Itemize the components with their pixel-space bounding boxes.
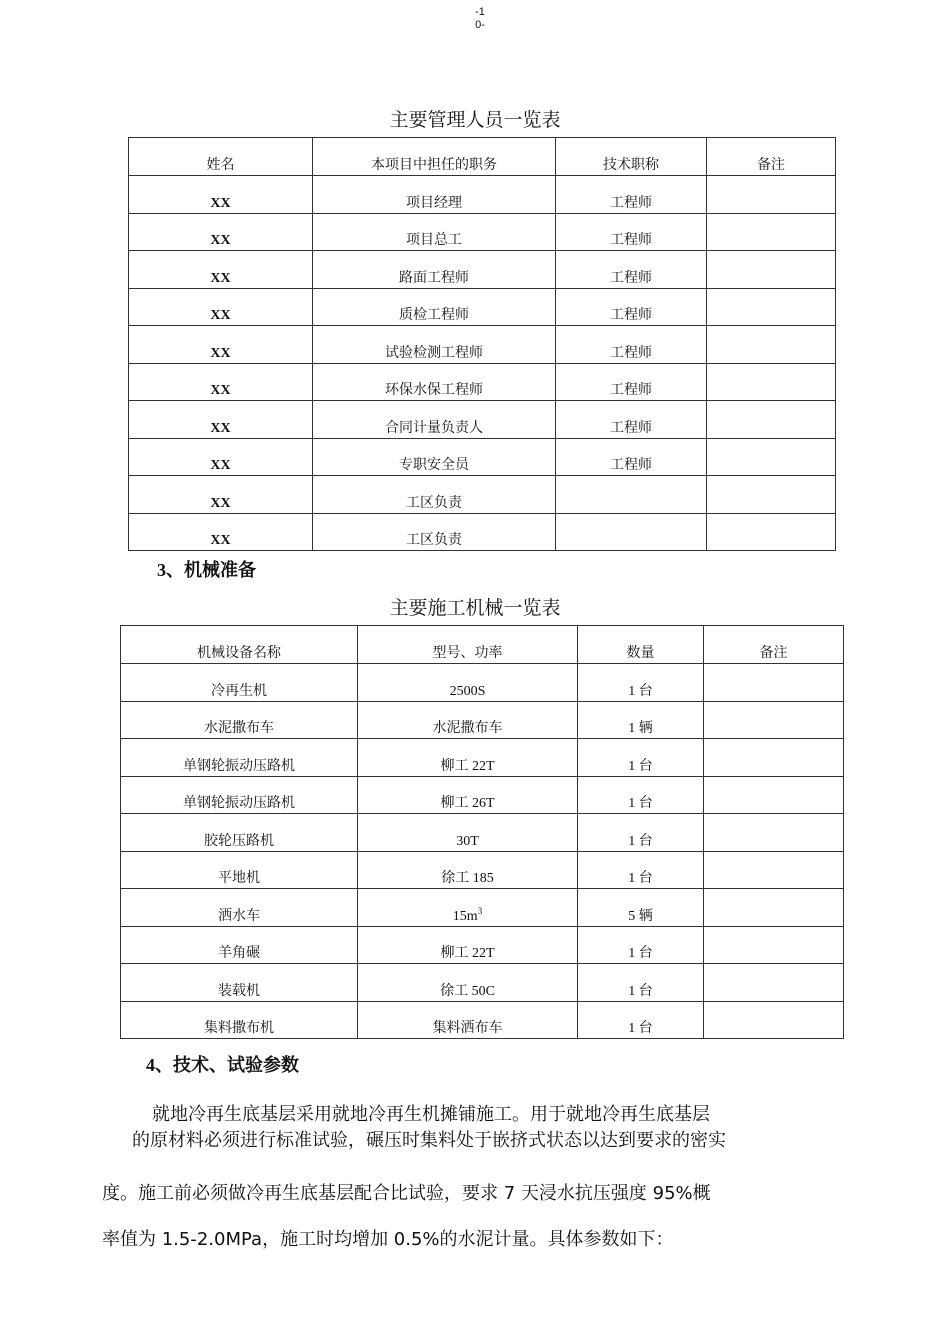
- paragraph-line-1: 就地冷再生底基层采用就地冷再生机摊铺施工。用于就地冷再生底基层: [152, 1104, 710, 1125]
- header-cell: [129, 138, 313, 176]
- cell-text: 1 台: [628, 796, 653, 811]
- table-cell: [358, 739, 578, 777]
- table-cell: [556, 288, 707, 326]
- table-cell: [578, 664, 704, 702]
- cell-text: 专职安全员: [399, 457, 469, 473]
- table-cell: [313, 251, 556, 289]
- header-label: 数量: [626, 645, 655, 661]
- staff-table: [128, 137, 836, 551]
- table-cell: [313, 213, 556, 251]
- cell-text: 徐工 50C: [440, 983, 495, 999]
- table-cell: [556, 513, 707, 551]
- table-cell: [704, 964, 844, 1002]
- cell-text: 1 台: [628, 983, 653, 999]
- cell-text: 柳工 22T: [440, 946, 495, 961]
- table-cell: [313, 401, 556, 439]
- table-cell: [704, 739, 844, 777]
- table-cell: [358, 926, 578, 964]
- table-cell: [121, 739, 358, 777]
- table-cell: [556, 363, 707, 401]
- table-cell: [358, 814, 578, 852]
- cell-text: 徐工 185: [441, 871, 494, 886]
- table-row: [129, 326, 836, 364]
- header-cell: [578, 626, 704, 664]
- table-cell: [707, 476, 836, 514]
- table-cell: [704, 926, 844, 964]
- header-cell: [358, 626, 578, 664]
- header-cell: [704, 626, 844, 664]
- table-cell: [556, 401, 707, 439]
- table-cell: [129, 513, 313, 551]
- section-3-heading: [157, 556, 256, 582]
- cell-text: 水泥撒布车: [204, 720, 274, 736]
- table-row: [129, 213, 836, 251]
- section-4-text: 、技术、试验参数: [155, 1055, 299, 1076]
- table-row: [121, 814, 844, 852]
- table-cell: [121, 664, 358, 702]
- table-row: [121, 776, 844, 814]
- cell-text: 单钢轮振动压路机: [183, 757, 295, 774]
- cell-text: 路面工程师: [399, 269, 469, 286]
- cell-text: 2500S: [449, 683, 486, 699]
- table-row: [129, 288, 836, 326]
- cell-text: 柳工 26T: [440, 796, 495, 811]
- table-cell: [578, 814, 704, 852]
- page-number-line2: 0-: [475, 19, 485, 31]
- cell-text: XX: [210, 383, 231, 398]
- header-cell: [707, 138, 836, 176]
- cell-text: 工程师: [610, 269, 652, 286]
- table-cell: [578, 926, 704, 964]
- cell-text: 工程师: [610, 194, 652, 211]
- section-3-number: 3: [157, 560, 166, 580]
- cell-text: XX: [210, 308, 231, 323]
- table-cell: [358, 889, 578, 927]
- table-cell: [578, 1001, 704, 1039]
- table-cell: [121, 926, 358, 964]
- paragraph-line-3: 度。施工前必须做冷再生底基层配合比试验，要求 7 天浸水抗压强度 95%概: [102, 1183, 711, 1204]
- table-cell: [121, 701, 358, 739]
- table-cell: [556, 438, 707, 476]
- table-cell: [313, 326, 556, 364]
- cell-text: 工程师: [610, 344, 652, 361]
- cell-wrap: [358, 906, 577, 926]
- cell-text: XX: [210, 420, 231, 436]
- table-cell: [313, 513, 556, 551]
- table-cell: [704, 664, 844, 702]
- table-row: [121, 1001, 844, 1039]
- table-cell: [358, 1001, 578, 1039]
- cell-text: 项目经理: [406, 194, 462, 211]
- cell-text: 工程师: [610, 419, 652, 436]
- table-cell: [704, 814, 844, 852]
- table-cell: [556, 251, 707, 289]
- table-cell: [121, 964, 358, 1002]
- table-cell: [313, 476, 556, 514]
- cell-text: 1 台: [628, 758, 653, 774]
- table-cell: [707, 251, 836, 289]
- table-cell: [707, 438, 836, 476]
- table-cell: [556, 326, 707, 364]
- header-cell: [313, 138, 556, 176]
- cell-text: XX: [210, 270, 231, 286]
- table-row: [121, 739, 844, 777]
- superscript: 3: [477, 905, 483, 916]
- cell-text: 30T: [456, 833, 479, 849]
- staff-table-title: 主要管理人员一览表: [389, 109, 561, 131]
- machine-table-title: 主要施工机械一览表: [389, 597, 561, 619]
- table-cell: [121, 1001, 358, 1039]
- cell-text: XX: [210, 345, 231, 361]
- cell-text: 工程师: [610, 457, 652, 473]
- section-4-heading: [146, 1051, 299, 1077]
- table-cell: [358, 964, 578, 1002]
- table-row: [121, 701, 844, 739]
- table-cell: [578, 701, 704, 739]
- header-cell: [121, 626, 358, 664]
- cell-text: 质检工程师: [399, 307, 469, 323]
- header-label: 机械设备名称: [197, 645, 281, 661]
- table-cell: [121, 889, 358, 927]
- header-label: 本项目中担任的职务: [371, 157, 497, 173]
- table-row: [129, 401, 836, 439]
- header-cell: [556, 138, 707, 176]
- cell-text: 合同计量负责人: [385, 419, 483, 436]
- table-cell: [704, 1001, 844, 1039]
- cell-text: XX: [210, 495, 231, 511]
- table-cell: [707, 288, 836, 326]
- cell-text: 1 台: [628, 833, 653, 849]
- table-cell: [578, 889, 704, 927]
- table-cell: [313, 288, 556, 326]
- table-cell: [129, 288, 313, 326]
- cell-text: 工程师: [610, 307, 652, 323]
- table-cell: [556, 176, 707, 214]
- cell-text: 工区负责: [406, 532, 462, 548]
- table-cell: [704, 701, 844, 739]
- table-row: [129, 176, 836, 214]
- header-label: 技术职称: [603, 157, 659, 173]
- cell-text: XX: [210, 533, 231, 548]
- table-cell: [129, 251, 313, 289]
- cell-text: 羊角碾: [218, 945, 260, 961]
- table-row: [121, 851, 844, 889]
- cell-text: 15m: [452, 908, 478, 924]
- table-cell: [313, 363, 556, 401]
- cell-text: 试验检测工程师: [385, 344, 483, 361]
- paragraph-line-2: 的原材料必须进行标准试验，碾压时集料处于嵌挤式状态以达到要求的密实: [132, 1130, 726, 1151]
- table-row: [129, 363, 836, 401]
- table-cell: [313, 438, 556, 476]
- machine-table: [120, 625, 844, 1039]
- cell-text: 集料撒布机: [204, 1020, 274, 1036]
- cell-text: 集料洒布车: [432, 1021, 503, 1036]
- cell-text: 环保水保工程师: [385, 382, 483, 398]
- cell-text: 1 台: [628, 871, 653, 886]
- table-cell: [358, 776, 578, 814]
- table-cell: [358, 664, 578, 702]
- cell-text: 柳工 22T: [440, 758, 495, 774]
- table-cell: [358, 701, 578, 739]
- table-cell: [578, 964, 704, 1002]
- table-cell: [704, 776, 844, 814]
- table-cell: [121, 776, 358, 814]
- cell-text: 装载机: [218, 982, 260, 999]
- cell-text: [556, 549, 706, 550]
- cell-text: 1 台: [628, 946, 653, 961]
- table-row: [121, 664, 844, 702]
- cell-text: 工程师: [610, 382, 652, 398]
- section-4-number: 4: [146, 1055, 155, 1075]
- paragraph-line-4: 率值为 1.5-2.0MPa，施工时均增加 0.5%的水泥计量。具体参数如下：: [102, 1229, 674, 1250]
- cell-text: 冷再生机: [211, 682, 267, 699]
- table-row: [129, 513, 836, 551]
- table-cell: [704, 889, 844, 927]
- table-cell: [707, 176, 836, 214]
- table-row: [121, 964, 844, 1002]
- header-row: [129, 138, 836, 176]
- cell-text: 工区负责: [406, 494, 462, 511]
- header-label: 备注: [759, 645, 788, 661]
- table-cell: [129, 176, 313, 214]
- cell-text: 洒水车: [218, 907, 260, 924]
- cell-text: 1 台: [628, 1021, 653, 1036]
- cell-text: XX: [210, 195, 231, 211]
- cell-text: 项目总工: [406, 232, 462, 248]
- table-cell: [313, 176, 556, 214]
- cell-text: 水泥撒布车: [432, 721, 503, 736]
- table-cell: [704, 851, 844, 889]
- cell-text: [707, 549, 835, 550]
- header-label: 型号、功率: [432, 645, 503, 661]
- table-cell: [707, 401, 836, 439]
- cell-text: 工程师: [610, 232, 652, 248]
- table-row: [129, 438, 836, 476]
- table-cell: [129, 213, 313, 251]
- table-cell: [556, 476, 707, 514]
- table-cell: [121, 814, 358, 852]
- header-label: 备注: [757, 157, 785, 173]
- page-number-line1: -1: [475, 6, 485, 18]
- table-cell: [578, 739, 704, 777]
- cell-text: 胶轮压路机: [204, 832, 274, 849]
- table-row: [121, 889, 844, 927]
- table-row: [121, 926, 844, 964]
- table-cell: [556, 213, 707, 251]
- table-cell: [129, 326, 313, 364]
- cell-text: [704, 1037, 843, 1038]
- cell-text: XX: [210, 233, 231, 248]
- table-cell: [358, 851, 578, 889]
- cell-text: 平地机: [218, 870, 260, 886]
- header-label: 姓名: [206, 157, 235, 173]
- table-row: [129, 251, 836, 289]
- cell-text: 5 辆: [628, 908, 653, 924]
- cell-text: XX: [210, 458, 231, 473]
- table-cell: [121, 851, 358, 889]
- cell-text: 1 台: [628, 683, 653, 699]
- table-row: [129, 476, 836, 514]
- section-3-text: 、机械准备: [166, 560, 256, 581]
- header-row: [121, 626, 844, 664]
- cell-text: 单钢轮振动压路机: [183, 795, 295, 811]
- table-cell: [707, 363, 836, 401]
- table-cell: [707, 213, 836, 251]
- table-cell: [129, 438, 313, 476]
- table-cell: [578, 776, 704, 814]
- table-cell: [707, 513, 836, 551]
- table-cell: [129, 476, 313, 514]
- cell-text: 1 辆: [628, 721, 653, 736]
- table-cell: [707, 326, 836, 364]
- table-cell: [578, 851, 704, 889]
- table-cell: [129, 401, 313, 439]
- table-cell: [129, 363, 313, 401]
